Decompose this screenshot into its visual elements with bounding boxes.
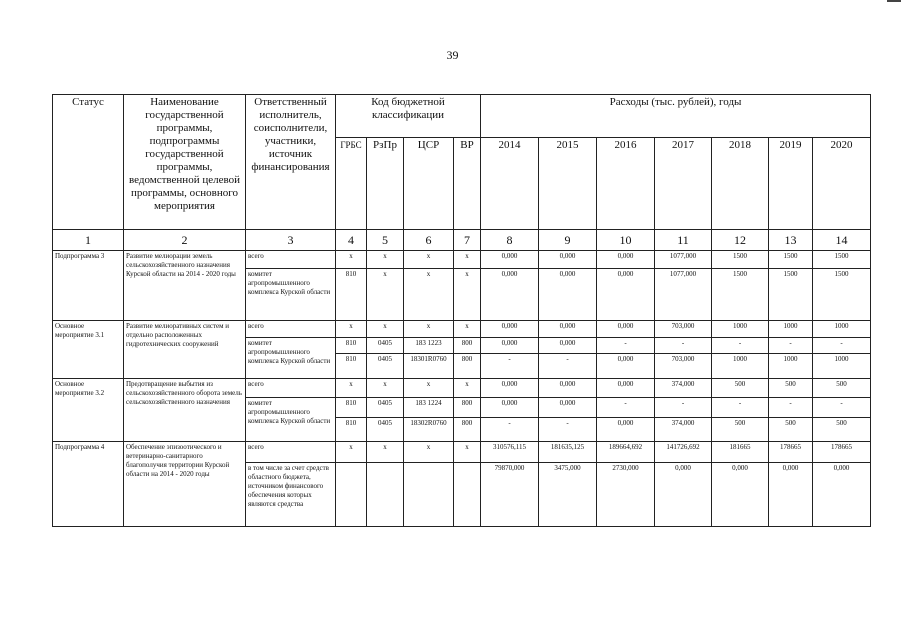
row-year-value: 0,000 <box>597 251 655 269</box>
row-rzpr: х <box>367 321 404 338</box>
row-year-value: 178665 <box>769 442 813 463</box>
row-year-value: 0,000 <box>539 251 597 269</box>
row-csr: х <box>404 269 454 321</box>
row-year-value: 178665 <box>813 442 871 463</box>
row-year-value: 500 <box>813 379 871 398</box>
row-csr: х <box>404 442 454 463</box>
header-year: 2020 <box>813 138 871 230</box>
row-name: Развитие мелиоративных систем и отдельно расположенных гидротехнических сооружений <box>124 321 246 379</box>
row-year-value: - <box>481 418 539 442</box>
row-rzpr: 0405 <box>367 338 404 354</box>
row-grbs: х <box>336 321 367 338</box>
row-grbs: 810 <box>336 354 367 379</box>
row-year-value: 141726,692 <box>655 442 712 463</box>
row-year-value: - <box>655 338 712 354</box>
header-year: 2015 <box>539 138 597 230</box>
row-csr: х <box>404 321 454 338</box>
row-year-value: 0,000 <box>481 251 539 269</box>
row-year-value: 0,000 <box>539 269 597 321</box>
row-grbs: х <box>336 442 367 463</box>
row-vr <box>454 463 481 527</box>
row-year-value: 0,000 <box>481 379 539 398</box>
column-number: 10 <box>597 230 655 251</box>
header-year: 2014 <box>481 138 539 230</box>
row-year-value: 0,000 <box>712 463 769 527</box>
row-grbs: 810 <box>336 398 367 418</box>
row-year-value: - <box>597 338 655 354</box>
row-year-value: 374,000 <box>655 379 712 398</box>
row-status: Основное мероприятие 3.2 <box>53 379 124 442</box>
row-year-value: 0,000 <box>481 269 539 321</box>
row-year-value: 0,000 <box>539 379 597 398</box>
row-year-value: - <box>813 398 871 418</box>
row-csr: х <box>404 251 454 269</box>
row-source: всего <box>246 321 336 338</box>
row-year-value: - <box>597 398 655 418</box>
row-year-value: - <box>481 354 539 379</box>
row-source: в том числе за счет средств областного бюджета, источником финансового обеспечения которых являются средства <box>246 463 336 527</box>
row-source: комитет агропромышленного комплекса Курской области <box>246 338 336 379</box>
row-rzpr: х <box>367 442 404 463</box>
table-header <box>53 95 871 251</box>
row-year-value: - <box>813 338 871 354</box>
header-status: Статус <box>53 95 124 230</box>
row-name: Развитие мелиорации земель сельскохозяйственного назначения Курской области на 2014 - 2020 годы <box>124 251 246 321</box>
row-name: Обеспечение эпизоотического и ветеринарно-санитарного благополучия территории Курской области на 2014 - 2020 годы <box>124 442 246 527</box>
row-year-value: 0,000 <box>813 463 871 527</box>
row-year-value: 1500 <box>813 269 871 321</box>
header-code-grbs: ГРБС <box>336 138 367 230</box>
row-rzpr: 0405 <box>367 418 404 442</box>
row-vr: х <box>454 442 481 463</box>
row-vr: 800 <box>454 418 481 442</box>
row-year-value: 1000 <box>712 354 769 379</box>
row-year-value: 1000 <box>712 321 769 338</box>
column-number-row <box>53 230 871 251</box>
header-code-csr: ЦСР <box>404 138 454 230</box>
row-year-value: 0,000 <box>769 463 813 527</box>
row-year-value: 0,000 <box>597 418 655 442</box>
row-vr: х <box>454 269 481 321</box>
row-vr: х <box>454 379 481 398</box>
column-number: 13 <box>769 230 813 251</box>
row-source: всего <box>246 442 336 463</box>
row-year-value: 500 <box>712 379 769 398</box>
column-number: 6 <box>404 230 454 251</box>
row-year-value: 0,000 <box>597 354 655 379</box>
column-number: 9 <box>539 230 597 251</box>
row-csr: 183 1224 <box>404 398 454 418</box>
row-status: Подпрограмма 3 <box>53 251 124 321</box>
row-year-value: 181635,125 <box>539 442 597 463</box>
row-year-value: 0,000 <box>539 398 597 418</box>
row-rzpr: х <box>367 251 404 269</box>
header-responsible: Ответственный исполнитель, соисполнители, участники, источник финансирования <box>246 95 336 230</box>
column-number: 8 <box>481 230 539 251</box>
row-year-value: 1500 <box>769 251 813 269</box>
header-expenses-group: Расходы (тыс. рублей), годы <box>481 95 871 138</box>
row-year-value: 0,000 <box>481 338 539 354</box>
row-year-value: 703,000 <box>655 321 712 338</box>
table-body <box>53 251 871 527</box>
row-year-value: - <box>655 398 712 418</box>
row-rzpr: х <box>367 269 404 321</box>
row-year-value: 3475,000 <box>539 463 597 527</box>
row-year-value: 703,000 <box>655 354 712 379</box>
row-year-value: 1500 <box>813 251 871 269</box>
column-number: 11 <box>655 230 712 251</box>
row-csr: 18301R0760 <box>404 354 454 379</box>
row-year-value: - <box>539 354 597 379</box>
row-year-value: 0,000 <box>481 398 539 418</box>
header-year: 2017 <box>655 138 712 230</box>
row-vr: 800 <box>454 338 481 354</box>
row-rzpr <box>367 463 404 527</box>
row-vr: х <box>454 321 481 338</box>
page-number: 39 <box>446 48 459 62</box>
column-number: 2 <box>124 230 246 251</box>
column-number: 1 <box>53 230 124 251</box>
row-csr: 18302R0760 <box>404 418 454 442</box>
row-vr: 800 <box>454 354 481 379</box>
column-number: 5 <box>367 230 404 251</box>
column-number: 14 <box>813 230 871 251</box>
table-row <box>53 251 871 269</box>
row-year-value: - <box>712 398 769 418</box>
row-year-value: 79870,000 <box>481 463 539 527</box>
row-year-value: 0,000 <box>481 321 539 338</box>
row-year-value: 1000 <box>769 354 813 379</box>
header-year: 2016 <box>597 138 655 230</box>
row-year-value: 0,000 <box>597 321 655 338</box>
row-year-value: 500 <box>813 418 871 442</box>
column-number: 3 <box>246 230 336 251</box>
row-year-value: 500 <box>712 418 769 442</box>
header-year: 2019 <box>769 138 813 230</box>
header-code-rzpr: РзПр <box>367 138 404 230</box>
row-year-value: - <box>539 418 597 442</box>
row-year-value: 0,000 <box>597 379 655 398</box>
row-year-value: 310576,115 <box>481 442 539 463</box>
table-row <box>53 442 871 463</box>
row-year-value: 2730,000 <box>597 463 655 527</box>
row-year-value: 500 <box>769 379 813 398</box>
header-year: 2018 <box>712 138 769 230</box>
row-year-value: 1000 <box>813 321 871 338</box>
row-year-value: - <box>769 338 813 354</box>
row-year-value: 189664,692 <box>597 442 655 463</box>
row-year-value: - <box>769 398 813 418</box>
row-year-value: 181665 <box>712 442 769 463</box>
column-number: 12 <box>712 230 769 251</box>
row-year-value: - <box>712 338 769 354</box>
row-source: всего <box>246 379 336 398</box>
column-number: 7 <box>454 230 481 251</box>
row-rzpr: 0405 <box>367 354 404 379</box>
scan-corner-mark <box>887 0 901 2</box>
row-name: Предотвращение выбытия из сельскохозяйственного оборота земель сельскохозяйственного назначения <box>124 379 246 442</box>
row-year-value: 1500 <box>769 269 813 321</box>
row-grbs: х <box>336 251 367 269</box>
budget-table <box>52 94 871 527</box>
row-source: комитет агропромышленного комплекса Курской области <box>246 398 336 442</box>
row-grbs: х <box>336 379 367 398</box>
row-year-value: 0,000 <box>539 338 597 354</box>
row-status: Подпрограмма 4 <box>53 442 124 527</box>
row-status: Основное мероприятие 3.1 <box>53 321 124 379</box>
header-code-vr: ВР <box>454 138 481 230</box>
row-csr <box>404 463 454 527</box>
row-year-value: 1500 <box>712 251 769 269</box>
row-vr: 800 <box>454 398 481 418</box>
row-grbs: 810 <box>336 338 367 354</box>
row-year-value: 374,000 <box>655 418 712 442</box>
row-grbs: 810 <box>336 418 367 442</box>
row-year-value: 1000 <box>769 321 813 338</box>
row-source: комитет агропромышленного комплекса Курской области <box>246 269 336 321</box>
row-grbs <box>336 463 367 527</box>
row-year-value: 1077,000 <box>655 269 712 321</box>
row-rzpr: 0405 <box>367 398 404 418</box>
header-code-group: Код бюджетной классификации <box>336 95 481 138</box>
row-grbs: 810 <box>336 269 367 321</box>
row-year-value: 500 <box>769 418 813 442</box>
row-year-value: 0,000 <box>597 269 655 321</box>
column-number: 4 <box>336 230 367 251</box>
row-year-value: 1000 <box>813 354 871 379</box>
row-year-value: 0,000 <box>655 463 712 527</box>
table-row <box>53 321 871 338</box>
row-year-value: 0,000 <box>539 321 597 338</box>
row-year-value: 1500 <box>712 269 769 321</box>
row-vr: х <box>454 251 481 269</box>
row-source: всего <box>246 251 336 269</box>
row-csr: 183 1223 <box>404 338 454 354</box>
row-csr: х <box>404 379 454 398</box>
header-name: Наименование государственной программы, подпрограммы государственной программы, ведомственной целевой программы, основного мероприятия <box>124 95 246 230</box>
row-year-value: 1077,000 <box>655 251 712 269</box>
row-rzpr: х <box>367 379 404 398</box>
table-row <box>53 379 871 398</box>
